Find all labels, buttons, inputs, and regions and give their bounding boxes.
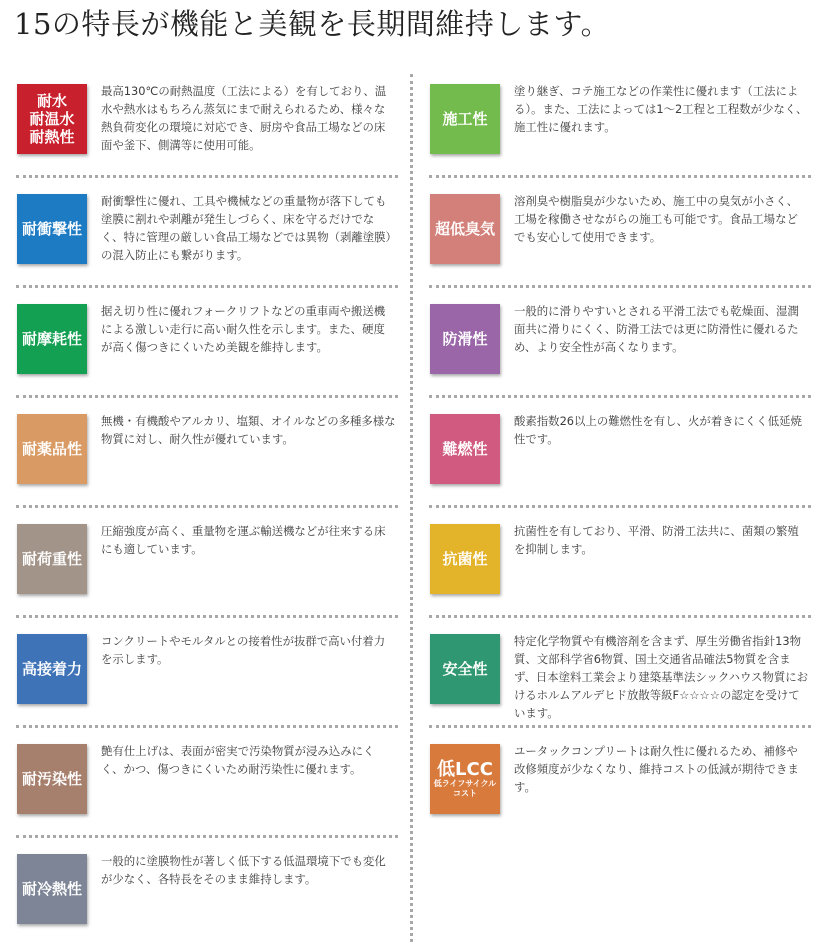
feature-description: 艶有仕上げは、表面が密実で汚染物質が浸み込みにくく、かつ、傷つきにくいため耐汚染性に優れます。 bbox=[101, 744, 375, 776]
feature-item bbox=[14, 730, 398, 840]
feature-badge bbox=[430, 634, 500, 704]
feature-item bbox=[14, 180, 398, 290]
feature-description: 特定化学物質や有機溶剤を含まず、厚生労働省指針13物質、文部科学省6物質、国土交通省品確法5物質を含まず、日本塗料工業会より建築基準法シックハウス物質におけるホルムアルデヒド放散等級F☆☆☆☆の認定を受けています。 bbox=[514, 634, 808, 720]
feature-badge-label: 難燃性 bbox=[442, 440, 488, 458]
dotted-separator bbox=[429, 615, 811, 618]
feature-badge-label: 耐冷熱性 bbox=[21, 880, 82, 898]
feature-item bbox=[427, 70, 811, 180]
feature-badge bbox=[17, 854, 87, 924]
feature-badge-label: 施工性 bbox=[442, 110, 488, 128]
page-title: 15の特長が機能と美観を長期間維持します。 bbox=[14, 7, 611, 41]
dotted-separator bbox=[429, 725, 811, 728]
feature-badge-label: 低LCC bbox=[437, 758, 493, 780]
feature-badge bbox=[430, 524, 500, 594]
feature-item bbox=[427, 730, 811, 840]
dotted-separator bbox=[16, 615, 398, 618]
feature-item bbox=[14, 70, 398, 180]
feature-badge-label: 耐衝撃性 bbox=[21, 220, 82, 238]
feature-item bbox=[14, 510, 398, 620]
feature-badge bbox=[17, 524, 87, 594]
feature-badge-sublabel: 低ライフサイクル コスト bbox=[433, 778, 497, 798]
feature-badge bbox=[17, 634, 87, 704]
feature-item bbox=[14, 290, 398, 400]
dotted-separator bbox=[16, 285, 398, 288]
feature-badge bbox=[430, 194, 500, 264]
feature-description: 塗り継ぎ、コテ施工などの作業性に優れます（工法による）。また、工法によっては1～2工程と工程数が少なく、施工性に優れます。 bbox=[514, 84, 808, 134]
feature-badge bbox=[430, 84, 500, 154]
feature-item bbox=[427, 510, 811, 620]
feature-description: コンクリートやモルタルとの接着性が抜群で高い付着力を示します。 bbox=[101, 634, 386, 666]
feature-description: 一般的に塗膜物性が著しく低下する低温環境下でも変化が少なく、各特長をそのまま維持します。 bbox=[101, 854, 386, 886]
feature-badge bbox=[17, 304, 87, 374]
dotted-separator bbox=[16, 175, 398, 178]
feature-badge bbox=[17, 84, 87, 154]
dotted-separator bbox=[429, 175, 811, 178]
feature-description: 溶剤臭や樹脂臭が少ないため、施工中の臭気が小さく、工場を稼働させながらの施工も可能です。食品工場などでも安心して使用できます。 bbox=[514, 194, 799, 244]
feature-item bbox=[427, 620, 811, 730]
feature-description: 耐衝撃性に優れ、工具や機械などの重量物が落下しても塗膜に割れや剥離が発生しづらく、床を守るだけでなく、特に管理の厳しい食品工場などでは異物（剥離塗膜）の混入防止にも繋がります。 bbox=[101, 194, 392, 262]
dotted-separator bbox=[16, 725, 398, 728]
feature-item bbox=[427, 400, 811, 510]
dotted-separator bbox=[429, 395, 811, 398]
feature-description: 酸素指数26以上の難燃性を有し、火が着きにくく低延焼性です。 bbox=[514, 414, 802, 446]
feature-item bbox=[14, 400, 398, 510]
feature-description: ユータックコンプリートは耐久性に優れるため、補修や改修頻度が少なくなり、維持コストの低減が期待できます。 bbox=[514, 744, 799, 794]
feature-badge-label: 耐摩耗性 bbox=[21, 330, 82, 348]
feature-badge bbox=[17, 194, 87, 264]
feature-item bbox=[14, 840, 398, 950]
feature-badge-label: 高接着力 bbox=[21, 660, 82, 678]
feature-badge bbox=[17, 744, 87, 814]
dotted-separator bbox=[429, 285, 811, 288]
feature-badge-label: 耐水 耐温水 耐熱性 bbox=[29, 92, 75, 146]
feature-description: 無機・有機酸やアルカリ、塩類、オイルなどの多種多様な物質に対し、耐久性が優れています。 bbox=[101, 414, 396, 446]
feature-item bbox=[14, 620, 398, 730]
feature-badge-label: 耐汚染性 bbox=[21, 770, 82, 788]
feature-badge-label: 耐荷重性 bbox=[21, 550, 82, 568]
feature-badge-label: 抗菌性 bbox=[442, 550, 488, 568]
dotted-separator bbox=[16, 835, 398, 838]
feature-item bbox=[427, 180, 811, 290]
dotted-separator bbox=[16, 395, 398, 398]
feature-badge-label: 超低臭気 bbox=[434, 220, 495, 238]
dotted-separator bbox=[429, 505, 811, 508]
feature-badge bbox=[430, 414, 500, 484]
feature-description: 最高130℃の耐熱温度（工法による）を有しており、温水や熱水はもちろん蒸気にまで耐えられるため、様々な熱負荷変化の環境に対応でき、厨房や食品工場などの床面や釜下、側溝等に使用可能。 bbox=[101, 84, 387, 152]
feature-description: 抗菌性を有しており、平滑、防滑工法共に、菌類の繁殖を抑制します。 bbox=[514, 524, 799, 556]
feature-item bbox=[427, 290, 811, 400]
feature-badge bbox=[430, 744, 500, 814]
feature-badge bbox=[17, 414, 87, 484]
feature-description: 圧縮強度が高く、重量物を運ぶ輸送機などが往来する床にも適しています。 bbox=[101, 524, 386, 556]
feature-badge bbox=[430, 304, 500, 374]
feature-description: 一般的に滑りやすいとされる平滑工法でも乾燥面、湿潤面共に滑りにくく、防滑工法では更に防滑性に優れるため、より安全性が高くなります。 bbox=[514, 304, 799, 354]
feature-badge-label: 安全性 bbox=[442, 660, 488, 678]
feature-badge-label: 耐薬品性 bbox=[21, 440, 82, 458]
dotted-separator bbox=[16, 505, 398, 508]
column-divider bbox=[410, 74, 413, 942]
feature-description: 据え切り性に優れフォークリフトなどの重車両や搬送機による激しい走行に高い耐久性を示します。また、硬度が高く傷つきにくいため美観を維持します。 bbox=[101, 304, 386, 354]
feature-badge-label: 防滑性 bbox=[442, 330, 488, 348]
